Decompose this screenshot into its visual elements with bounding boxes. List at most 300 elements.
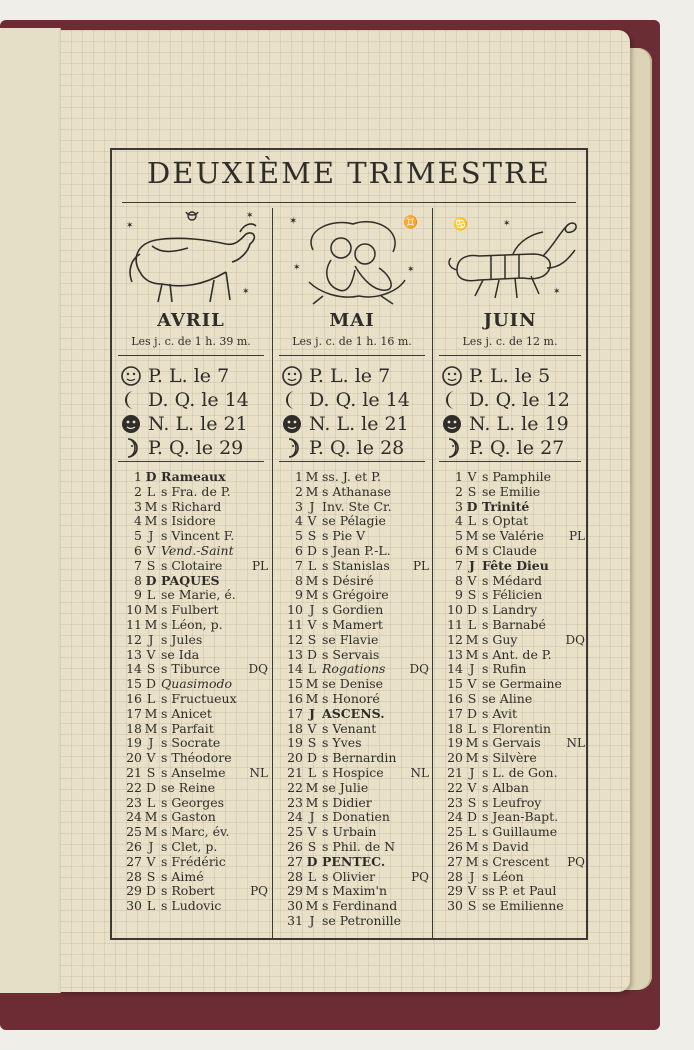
day-row [279,677,429,692]
month-name: JUIN [483,310,537,331]
day-number: 8 [455,572,463,588]
saint-name: s Parfait [161,721,214,736]
day-number: 15 [126,676,142,692]
weekday-letter: M [305,572,319,588]
saint-name: s Anselme [161,765,226,780]
day-number: 4 [295,513,303,529]
saint-name: ss P. et Paul [482,884,557,899]
day-row [279,500,429,515]
day-row [279,588,429,603]
saint-name: s Optat [482,514,529,529]
weekday-letter: D [145,469,157,484]
weekday-letter: D [145,572,157,588]
day-row [439,796,585,811]
moon-phase-date: D. Q. le 14 [309,389,410,411]
weekday-letter: M [465,542,479,558]
saint-name: s Didier [322,795,372,810]
weekday-letter: M [305,587,319,603]
saint-name: se Valérie [482,529,544,544]
saint-name: s Frédéric [161,854,226,869]
saint-name: s Crescent [482,854,550,869]
day-row [439,855,585,870]
saint-name: s Avit [482,706,517,721]
day-number: 6 [455,542,463,558]
divider [118,461,264,462]
previous-page-edge [0,28,61,993]
weekday-letter: D [466,705,478,721]
day-row [279,884,429,899]
saint-name: s Grégoire [322,588,389,603]
svg-text:✶: ✶ [242,287,250,297]
day-number: 28 [447,868,463,884]
svg-text:✶: ✶ [246,211,254,221]
weekday-letter: V [467,676,477,692]
day-number: 17 [126,705,142,721]
day-row [118,648,268,663]
first-quarter-crescent-icon [281,437,303,459]
day-row [118,796,268,811]
full-moon-face-icon [441,365,463,387]
saint-name: se Petronille [322,913,401,928]
day-number: 14 [126,661,142,677]
weekday-letter: M [465,631,479,647]
day-number: 17 [447,705,463,721]
day-row [439,766,585,781]
weekday-letter: M [305,469,319,484]
saint-name: ss. J. et P. [322,470,382,484]
day-length: Les j. c. de 1 h. 16 m. [292,335,412,348]
weekday-letter: S [467,898,477,914]
day-row [118,825,268,840]
saint-name: PAQUES [161,573,220,588]
title-divider [122,202,576,203]
day-number: 13 [287,646,303,662]
weekday-letter: J [469,868,475,884]
day-number: 29 [126,883,142,899]
day-number: 23 [447,794,463,810]
saint-name: s Jean P.-L. [322,543,391,558]
day-number: 18 [287,720,303,736]
weekday-letter: L [146,690,156,706]
day-row [118,707,268,722]
day-number: 27 [447,853,463,869]
weekday-letter: M [144,513,158,529]
moon-phase-date: P. L. le 5 [469,365,551,387]
day-row [118,662,268,677]
saint-name: s Honoré [322,691,380,706]
day-number: 20 [287,750,303,766]
svg-text:✶: ✶ [293,263,301,273]
weekday-letter: S [467,587,477,603]
day-number: 19 [447,735,463,751]
day-number: 7 [134,557,142,573]
weekday-letter: V [467,469,477,484]
day-number: 20 [126,750,142,766]
day-number: 10 [126,602,142,618]
moon-phase-mark: PQ [411,869,429,884]
day-number: 25 [447,824,463,840]
month-column-may [272,208,431,938]
saint-name: s Anicet [161,706,212,721]
weekday-letter: L [307,764,317,780]
moon-phase-mark: PQ [250,884,268,899]
day-row [118,618,268,633]
saint-name: ASCENS. [322,706,385,721]
day-number: 23 [287,794,303,810]
day-row [279,825,429,840]
weekday-letter: L [467,616,477,632]
day-number: 22 [126,779,142,795]
saint-name: s L. de Gon. [482,765,558,780]
day-row [439,514,585,529]
moon-phase-row [281,436,410,460]
weekday-letter: M [465,838,479,854]
moon-phases [120,364,249,460]
day-row [439,692,585,707]
weekday-letter: D [306,646,318,662]
weekday-letter: D [306,750,318,766]
calendar-frame [110,148,588,940]
weekday-letter: M [144,602,158,618]
day-row [439,662,585,677]
saint-name: se Denise [322,677,384,692]
day-number: 10 [287,602,303,618]
moon-phase-mark: PL [251,558,268,573]
day-number: 8 [295,572,303,588]
day-number: 16 [447,690,463,706]
weekday-letter: D [306,853,318,869]
day-row [439,559,585,574]
weekday-letter: D [306,542,318,558]
day-number: 22 [287,779,303,795]
weekday-letter: S [467,794,477,810]
weekday-letter: M [144,616,158,632]
weekday-letter: M [305,690,319,706]
saint-name: s Clotaire [161,558,223,573]
svg-text:✶: ✶ [407,265,415,275]
day-row [439,899,585,914]
saint-name: s Jules [161,632,203,647]
day-number: 19 [126,735,142,751]
day-row [279,648,429,663]
day-row [118,603,268,618]
divider [118,355,264,356]
taurus-bull-icon [122,210,260,308]
day-number: 10 [447,602,463,618]
day-row [439,529,585,544]
weekday-letter: L [467,513,477,529]
day-number: 21 [287,764,303,780]
moon-phase-row [120,436,249,460]
saint-name: s Stanislas [322,558,390,573]
day-number: 11 [287,616,303,632]
day-row [439,677,585,692]
saint-name: s Landry [482,603,538,618]
saint-name: PENTEC. [322,854,386,869]
day-row [279,603,429,618]
divider [279,461,425,462]
moon-phase-mark: NL [410,765,429,780]
weekday-letter: M [305,676,319,692]
day-number: 7 [295,557,303,573]
moon-phase-row [120,412,249,436]
moon-phase-date: N. L. le 19 [469,413,569,435]
day-number: 21 [126,764,142,780]
day-row [279,751,429,766]
saint-name: s Yves [322,736,362,751]
day-number: 6 [134,542,142,558]
day-number: 16 [126,690,142,706]
weekday-letter: L [307,557,317,573]
day-row [279,766,429,781]
saint-name: s Médard [482,573,543,588]
moon-phase-row [441,388,570,412]
day-number: 5 [134,528,142,544]
moon-phase-date: N. L. le 21 [309,413,409,435]
day-number: 29 [447,883,463,899]
day-row [439,574,585,589]
svg-text:✶: ✶ [553,287,561,297]
weekday-letter: D [466,809,478,825]
moon-phase-row [281,364,410,388]
saint-name: s Claude [482,543,537,558]
saint-name: s Léon, p. [161,617,223,632]
saint-name: s Bernardin [322,751,397,766]
weekday-letter: J [148,838,154,854]
day-row [439,485,585,500]
day-number: 13 [447,646,463,662]
day-number: 28 [287,868,303,884]
weekday-letter: J [469,557,475,573]
day-row [118,500,268,515]
moon-phase-date: D. Q. le 14 [148,389,249,411]
last-quarter-crescent-icon [281,389,303,411]
weekday-letter: M [305,779,319,795]
day-row [279,855,429,870]
day-list [439,470,585,914]
saint-name: s Gordien [322,603,384,618]
day-row [279,781,429,796]
first-quarter-crescent-icon [441,437,463,459]
weekday-letter: J [309,498,315,514]
svg-text:♊: ♊ [403,215,418,229]
last-quarter-crescent-icon [120,389,142,411]
day-number: 26 [447,838,463,854]
day-row [439,603,585,618]
weekday-letter: M [144,824,158,840]
weekday-letter: S [146,868,156,884]
day-row [118,544,268,559]
saint-name: s Georges [161,795,225,810]
day-row [118,766,268,781]
day-row [439,736,585,751]
day-row [279,574,429,589]
day-row [439,722,585,737]
day-number: 25 [126,824,142,840]
day-number: 2 [455,483,463,499]
day-number: 14 [447,661,463,677]
weekday-letter: S [307,838,317,854]
weekday-letter: V [146,750,156,766]
day-number: 12 [287,631,303,647]
day-number: 17 [287,705,303,721]
day-length: Les j. c. de 12 m. [462,335,558,348]
day-number: 31 [287,912,303,928]
day-number: 1 [455,469,463,484]
saint-name: s Leufroy [482,795,542,810]
divider [439,355,581,356]
saint-name: s Athanase [322,484,392,499]
day-row [118,692,268,707]
saint-name: s Guillaume [482,825,558,840]
weekday-letter: S [467,690,477,706]
day-row [279,914,429,929]
day-number: 1 [134,469,142,484]
saint-name: s Fructueux [161,691,237,706]
saint-name: s Richard [161,499,222,514]
day-number: 3 [455,498,463,514]
day-number: 3 [134,498,142,514]
day-number: 19 [287,735,303,751]
saint-name: s Isidore [161,514,216,529]
weekday-letter: M [144,809,158,825]
moon-phase-row [441,364,570,388]
day-number: 30 [287,898,303,914]
weekday-letter: J [309,809,315,825]
day-row [439,618,585,633]
saint-name: s Guy [482,632,518,647]
weekday-letter: S [307,735,317,751]
gemini-twins-icon [283,210,421,308]
saint-name: se Aline [482,691,533,706]
day-number: 21 [447,764,463,780]
weekday-letter: M [465,735,479,751]
weekday-letter: V [307,720,317,736]
saint-name: s Fulbert [161,603,219,618]
saint-name: se Emilie [482,484,541,499]
month-name: MAI [329,310,375,331]
day-row [279,544,429,559]
moon-phase-mark: NL [249,765,268,780]
weekday-letter: V [467,779,477,795]
day-number: 8 [134,572,142,588]
day-number: 20 [447,750,463,766]
saint-name: s Venant [322,721,377,736]
weekday-letter: J [148,528,154,544]
day-number: 24 [447,809,463,825]
saint-name: s Pamphile [482,470,551,484]
saint-name: s David [482,839,529,854]
day-row [439,884,585,899]
saint-name: Fête Dieu [482,558,549,573]
saint-name: se Reine [161,780,216,795]
day-row [118,677,268,692]
weekday-letter: S [146,764,156,780]
day-number: 15 [447,676,463,692]
day-row [279,485,429,500]
moon-phase-row [441,436,570,460]
day-number: 27 [126,853,142,869]
weekday-letter: S [146,557,156,573]
moon-phase-row [281,388,410,412]
svg-text:✶: ✶ [126,221,134,231]
weekday-letter: J [309,602,315,618]
weekday-letter: V [467,883,477,899]
day-row [439,544,585,559]
day-row [439,588,585,603]
month-column-april [112,208,270,938]
full-moon-face-icon [281,365,303,387]
divider [279,355,425,356]
svg-text:✶: ✶ [289,216,298,227]
day-row [118,751,268,766]
weekday-letter: V [307,513,317,529]
moon-phase-mark: DQ [565,632,585,647]
moon-phase-mark: DQ [248,662,268,677]
saint-name: s Ludovic [161,899,222,914]
day-number: 4 [134,513,142,529]
weekday-letter: M [144,720,158,736]
day-number: 24 [126,809,142,825]
weekday-letter: L [307,661,317,677]
weekday-letter: V [467,572,477,588]
weekday-letter: M [305,794,319,810]
moon-phase-mark: PQ [567,854,585,869]
day-number: 13 [126,646,142,662]
day-row [279,722,429,737]
day-row [118,559,268,574]
saint-name: s Désiré [322,573,374,588]
weekday-letter: M [465,528,479,544]
saint-name: Rogations [322,662,386,677]
day-row [118,574,268,589]
weekday-letter: D [145,883,157,899]
saint-name: s Fra. de P. [161,484,231,499]
new-moon-face-icon [281,413,303,435]
moon-phase-row [120,388,249,412]
saint-name: s Vincent F. [161,529,235,544]
weekday-letter: V [307,616,317,632]
day-number: 23 [126,794,142,810]
day-row [279,618,429,633]
saint-name: s Jean-Bapt. [482,810,559,825]
saint-name: s Marc, év. [161,825,230,840]
day-row [279,692,429,707]
weekday-letter: S [307,631,317,647]
saint-name: s Phil. de N [322,839,396,854]
weekday-letter: L [146,794,156,810]
saint-name: s Hospice [322,765,384,780]
day-row [279,514,429,529]
day-number: 1 [295,469,303,484]
day-number: 9 [134,587,142,603]
month-name: AVRIL [157,310,225,331]
day-number: 11 [126,616,142,632]
day-row [279,899,429,914]
day-row [279,736,429,751]
day-number: 25 [287,824,303,840]
new-moon-face-icon [441,413,463,435]
day-length: Les j. c. de 1 h. 39 m. [131,335,251,348]
moon-phase-row [120,364,249,388]
weekday-letter: D [145,676,157,692]
day-number: 28 [126,868,142,884]
moon-phase-date: N. L. le 21 [148,413,248,435]
day-row [439,840,585,855]
saint-name: s Léon [482,869,524,884]
day-number: 27 [287,853,303,869]
weekday-letter: L [307,868,317,884]
